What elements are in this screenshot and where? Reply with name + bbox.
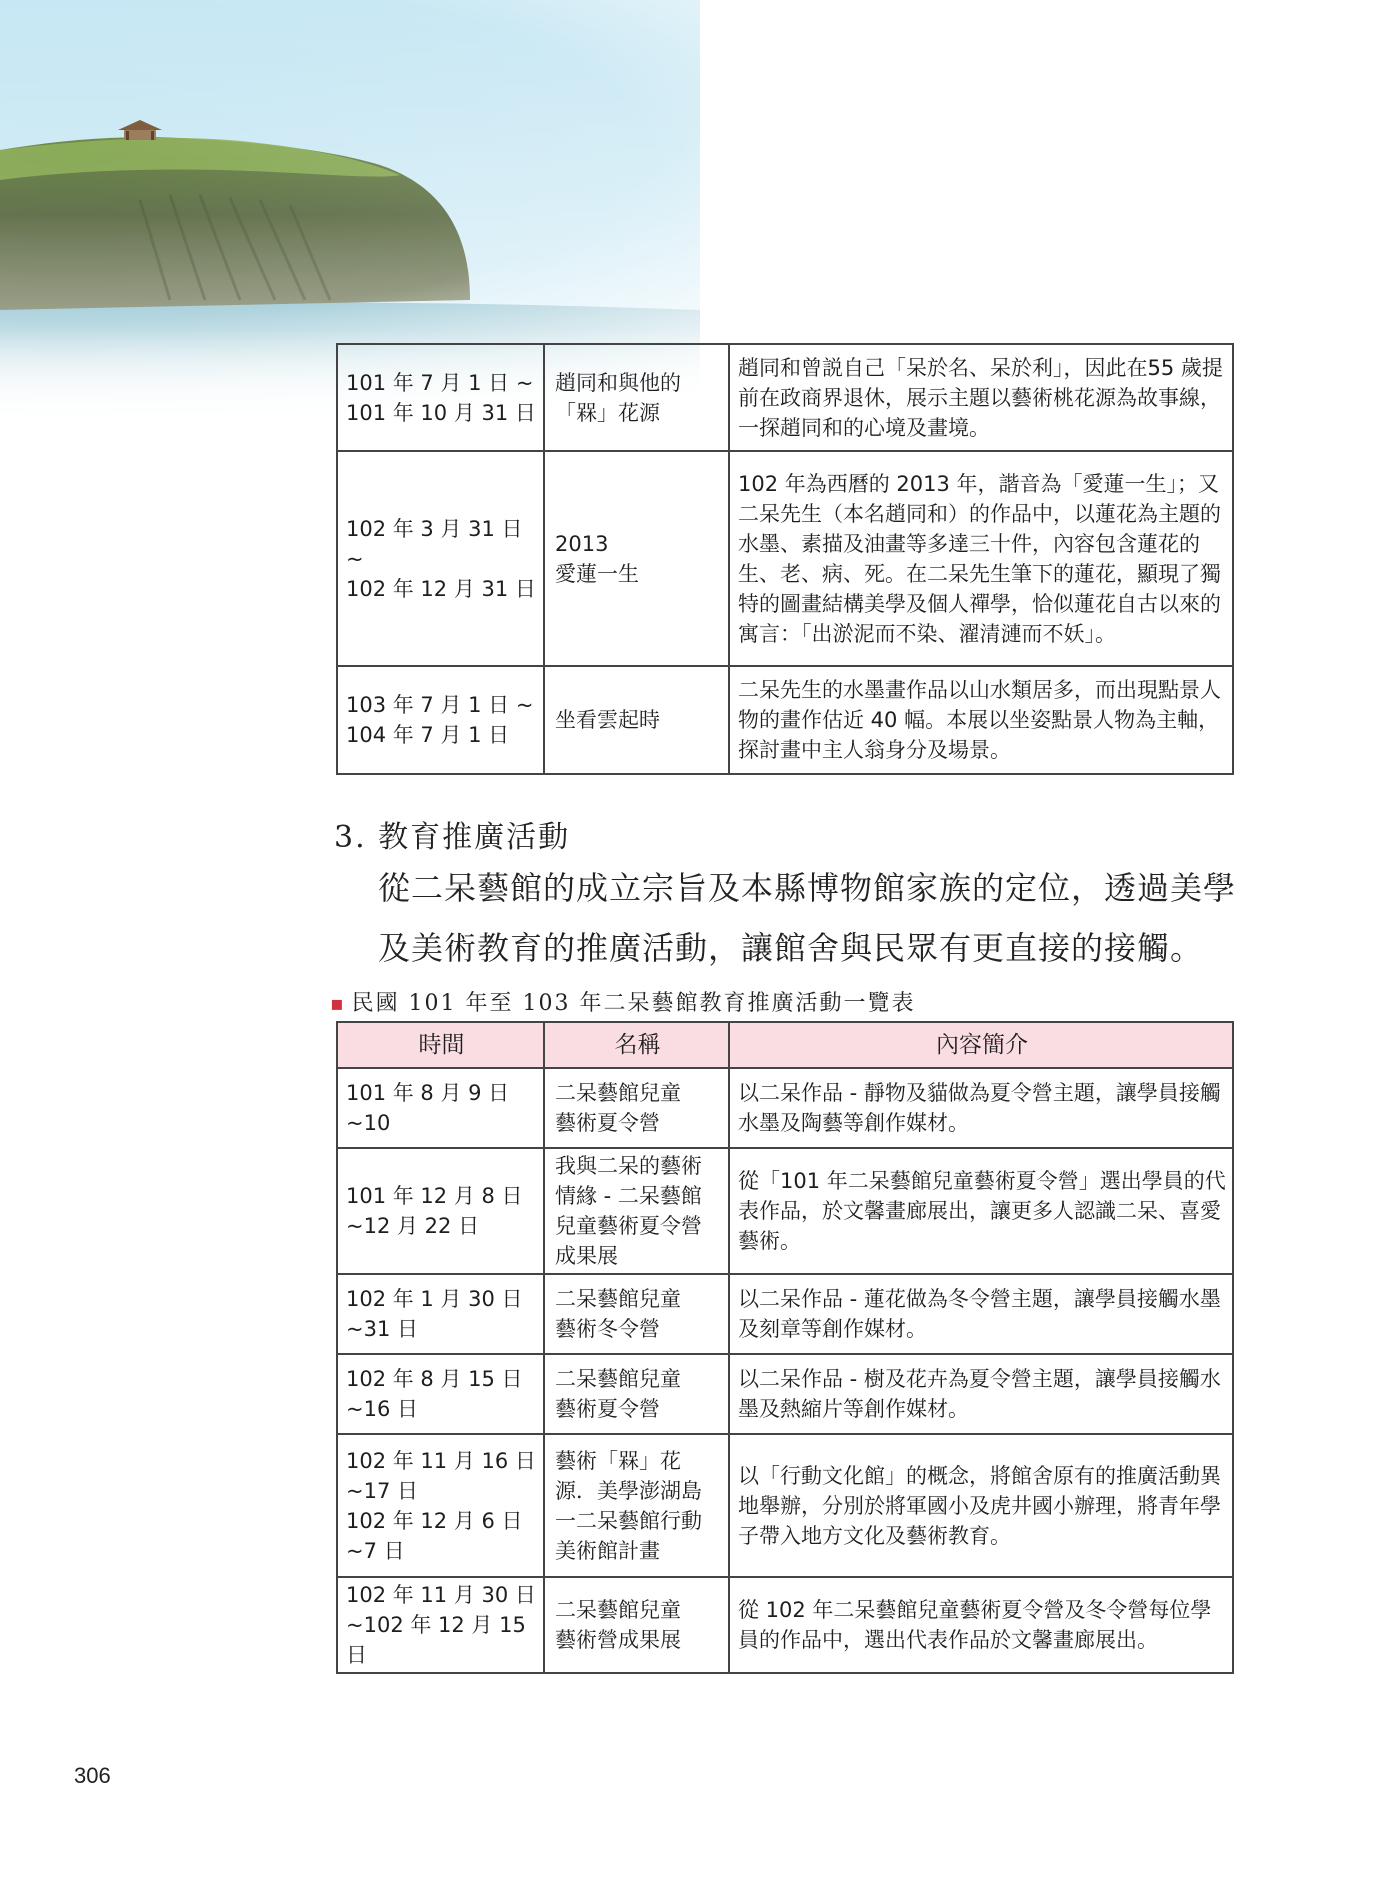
name-cell: 坐看雲起時 (544, 666, 729, 774)
table-row (337, 666, 1233, 774)
table-row (337, 1434, 1233, 1577)
table-header-row (337, 1022, 1233, 1068)
table-row (337, 344, 1233, 451)
description-cell: 從「101 年二呆藝館兒童藝術夏令營」選出學員的代表作品，於文馨畫廊展出，讓更多人認識二呆、喜愛藝術。 (729, 1148, 1233, 1274)
caption-text: 民國 101 年至 103 年二呆藝館教育推廣活動一覽表 (351, 991, 916, 1016)
section-heading: 3. 教育推廣活動 (334, 820, 571, 855)
name-cell: 藝術「槑」花源．美學澎湖島一二呆藝館行動美術館計畫 (544, 1434, 729, 1577)
table-row (337, 1274, 1233, 1354)
period-cell: 102 年 1 月 30 日 ~31 日 (337, 1274, 544, 1354)
name-cell: 趙同和與他的 「槑」花源 (544, 344, 729, 451)
name-cell: 二呆藝館兒童 藝術夏令營 (544, 1068, 729, 1148)
period-cell: 101 年 7 月 1 日 ~ 101 年 10 月 31 日 (337, 344, 544, 451)
table-row (337, 1148, 1233, 1274)
name-cell: 二呆藝館兒童 藝術冬令營 (544, 1274, 729, 1354)
caption-bullet-icon: ▪ (330, 991, 346, 1015)
description-cell: 102 年為西曆的 2013 年，諧音為「愛蓮一生」；又二呆先生（本名趙同和）的作品中，以蓮花為主題的水墨、素描及油畫等多達三十件，內容包含蓮花的生、老、病、死。在二呆先生筆下的蓮花，顯現了獨特的圖畫結構美學及個人禪學，恰似蓮花自古以來的寓言：「出淤泥而不染、濯清漣而不妖」。 (729, 451, 1233, 666)
period-cell: 101 年 8 月 9 日 ~10 (337, 1068, 544, 1148)
table-caption (330, 986, 916, 1017)
description-cell: 以「行動文化館」的概念，將館舍原有的推廣活動異地舉辦，分別於將軍國小及虎井國小辦理，將青年學子帶入地方文化及藝術教育。 (729, 1434, 1233, 1577)
description-cell: 以二呆作品 - 蓮花做為冬令營主題，讓學員接觸水墨及刻章等創作媒材。 (729, 1274, 1233, 1354)
period-cell: 101 年 12 月 8 日 ~12 月 22 日 (337, 1148, 544, 1274)
table-row (337, 1577, 1233, 1673)
page-number: 306 (74, 1763, 111, 1788)
description-cell: 趙同和曾説自己「呆於名、呆於利」，因此在55 歲提前在政商界退休，展示主題以藝術桃花源為故事線，一探趙同和的心境及畫境。 (729, 344, 1233, 451)
description-cell: 二呆先生的水墨畫作品以山水類居多，而出現點景人物的畫作估近 40 幅。本展以坐姿點景人物為主軸，探討畫中主人翁身分及場景。 (729, 666, 1233, 774)
period-cell: 103 年 7 月 1 日 ~ 104 年 7 月 1 日 (337, 666, 544, 774)
name-cell: 我與二呆的藝術情緣 - 二呆藝館兒童藝術夏令營成果展 (544, 1148, 729, 1274)
name-cell: 二呆藝館兒童 藝術營成果展 (544, 1577, 729, 1673)
exhibition-table (336, 343, 1234, 775)
table-row (337, 1354, 1233, 1434)
section-body-text: 從二呆藝館的成立宗旨及本縣博物館家族的定位，透過美學及美術教育的推廣活動，讓館舍與民眾有更直接的接觸。 (378, 869, 1237, 967)
period-cell: 102 年 8 月 15 日 ~16 日 (337, 1354, 544, 1434)
description-cell: 以二呆作品 - 樹及花卉為夏令營主題，讓學員接觸水墨及熱縮片等創作媒材。 (729, 1354, 1233, 1434)
period-cell: 102 年 3 月 31 日 ~ 102 年 12 月 31 日 (337, 451, 544, 666)
name-cell: 二呆藝館兒童 藝術夏令營 (544, 1354, 729, 1434)
column-header-time: 時間 (337, 1022, 544, 1068)
table-row (337, 451, 1233, 666)
description-cell: 從 102 年二呆藝館兒童藝術夏令營及冬令營每位學員的作品中，選出代表作品於文馨畫廊展出。 (729, 1577, 1233, 1673)
column-header-name: 名稱 (544, 1022, 729, 1068)
column-header-description: 內容簡介 (729, 1022, 1233, 1068)
period-cell: 102 年 11 月 16 日 ~17 日 102 年 12 月 6 日 ~7 日 (337, 1434, 544, 1577)
period-cell: 102 年 11 月 30 日 ~102 年 12 月 15 日 (337, 1577, 544, 1673)
education-activities-table (336, 1021, 1234, 1674)
name-cell: 2013 愛蓮一生 (544, 451, 729, 666)
description-cell: 以二呆作品 - 靜物及貓做為夏令營主題，讓學員接觸水墨及陶藝等創作媒材。 (729, 1068, 1233, 1148)
table-row (337, 1068, 1233, 1148)
